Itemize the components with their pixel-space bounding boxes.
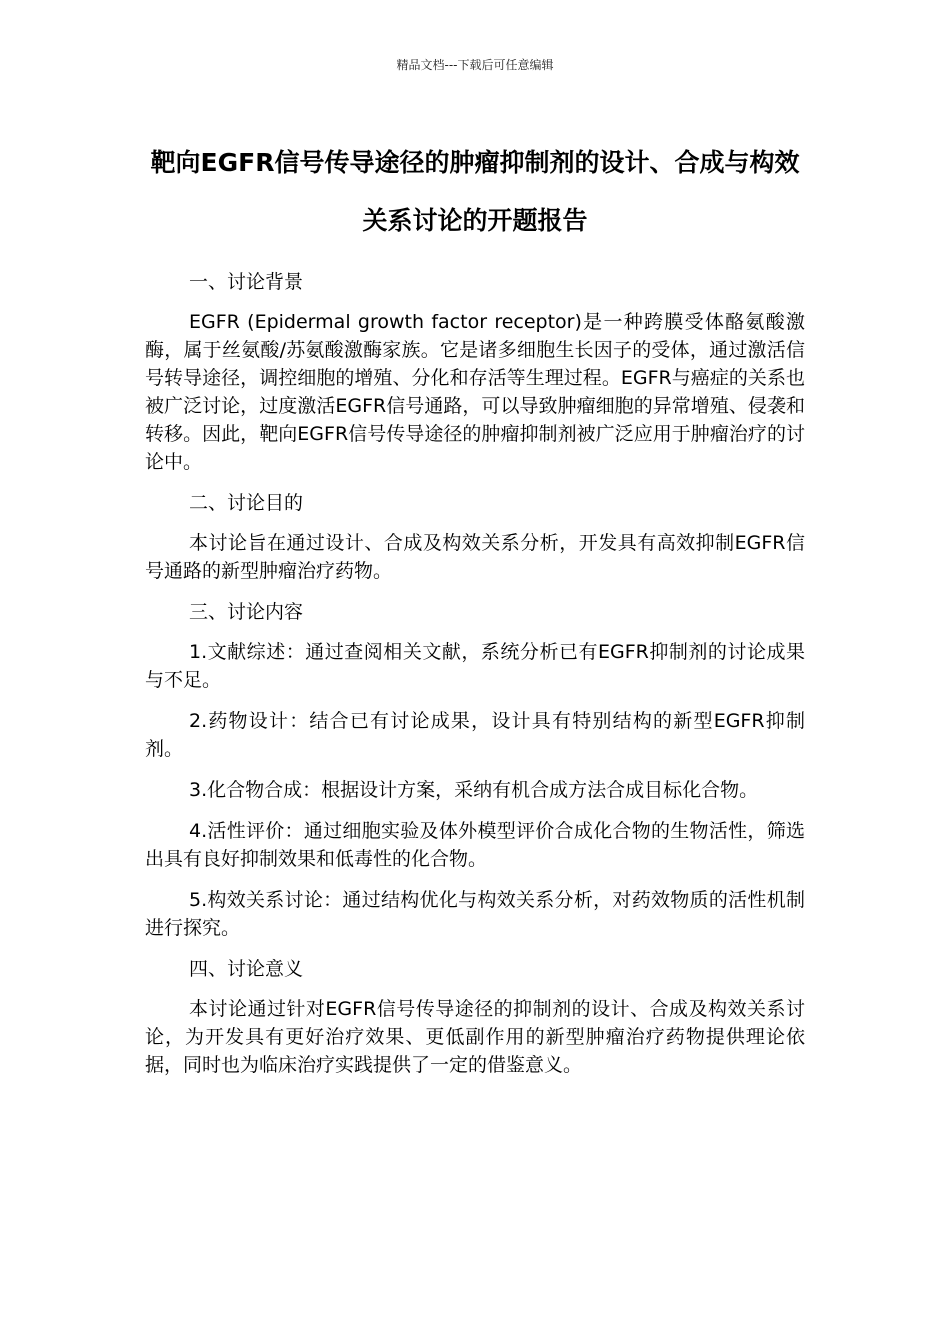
content-item-compound-synthesis: 3.化合物合成：根据设计方案，采纳有机合成方法合成目标化合物。 (189, 779, 759, 801)
document-title: 靶向EGFR信号传导途径的肿瘤抑制剂的设计、合成与构效关系讨论的开题报告 (150, 148, 800, 235)
header-note: 精品文档---下载后可任意编辑 (396, 58, 554, 72)
section-heading-background: 一、讨论背景 (189, 271, 304, 293)
content-item-activity-evaluation: 4.活性评价：通过细胞实验及体外模型评价合成化合物的生物活性，筛选出具有良好抑制效果和低毒性的化合物。 (145, 820, 805, 870)
paragraph-background: EGFR (Epidermal growth factor receptor)是一种跨膜受体酪氨酸激酶，属于丝氨酸/苏氨酸激酶家族。它是诸多细胞生长因子的受体，通过激活信号转导途径，调控细胞的增殖、分化和存活等生理过程。EGFR与癌症的关系也被广泛讨论，过度激活EGFR信号通路，可以导致肿瘤细胞的异常增殖、侵袭和转移。因此，靶向EGFR信号传导途径的肿瘤抑制剂被广泛应用于肿瘤治疗的讨论中。 (145, 311, 805, 473)
paragraph-purpose: 本讨论旨在通过设计、合成及构效关系分析，开发具有高效抑制EGFR信号通路的新型肿瘤治疗药物。 (145, 532, 805, 582)
section-heading-content: 三、讨论内容 (189, 601, 304, 623)
section-heading-purpose: 二、讨论目的 (189, 492, 304, 514)
section-heading-significance: 四、讨论意义 (189, 958, 304, 980)
content-item-drug-design: 2.药物设计：结合已有讨论成果，设计具有特别结构的新型EGFR抑制剂。 (145, 710, 805, 760)
paragraph-significance: 本讨论通过针对EGFR信号传导途径的抑制剂的设计、合成及构效关系讨论，为开发具有更好治疗效果、更低副作用的新型肿瘤治疗药物提供理论依据，同时也为临床治疗实践提供了一定的借鉴意义。 (145, 998, 805, 1076)
content-item-sar-study: 5.构效关系讨论：通过结构优化与构效关系分析，对药效物质的活性机制进行探究。 (145, 889, 805, 939)
document-body (145, 268, 805, 1092)
content-item-literature-review: 1.文献综述：通过查阅相关文献，系统分析已有EGFR抑制剂的讨论成果与不足。 (145, 641, 805, 691)
